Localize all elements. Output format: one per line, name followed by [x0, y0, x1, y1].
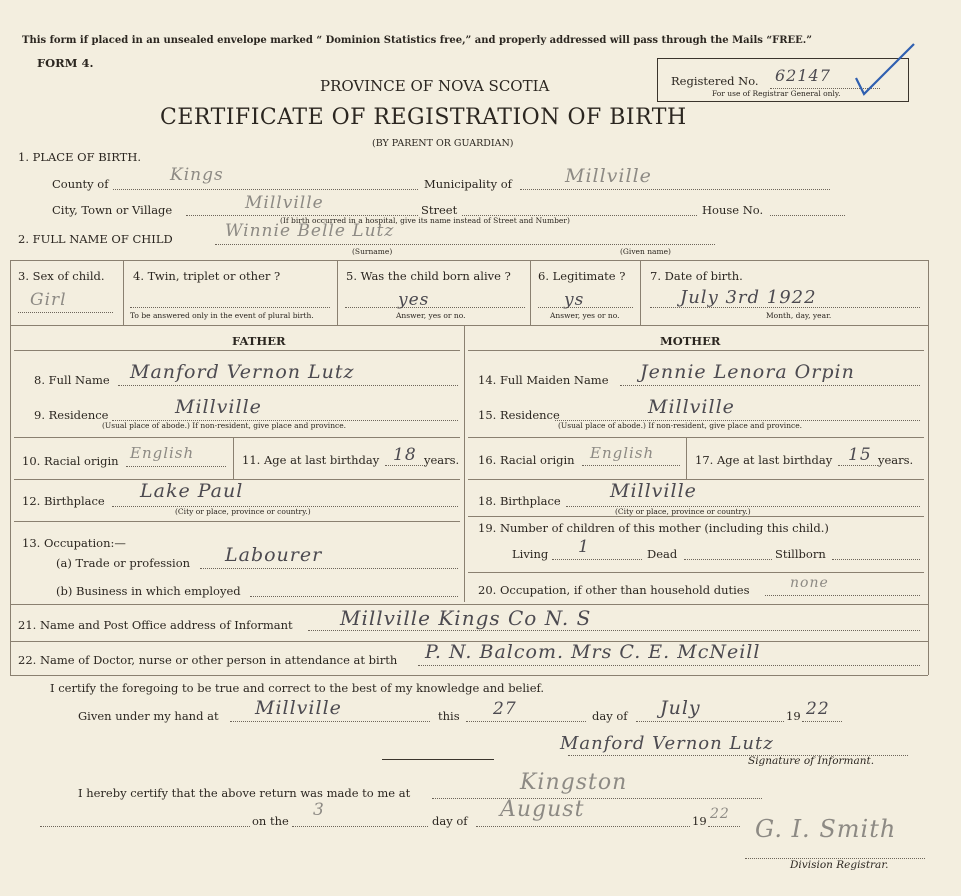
- registered-number: 62147: [775, 66, 831, 85]
- mother-residence-note: (Usual place of abode.) If non-resident, give place and province.: [558, 421, 803, 430]
- check-mark-icon: [850, 40, 920, 100]
- mother-years-label: years.: [878, 453, 914, 467]
- informant-signature-caption: Signature of Informant.: [748, 755, 875, 767]
- county-value: Kings: [170, 165, 224, 185]
- father-years-label: years.: [424, 453, 460, 467]
- father-age-value: 18: [393, 445, 417, 465]
- attendant-label: 22. Name of Doctor, nurse or other person in attendance at birth: [18, 653, 398, 667]
- father-residence-note: (Usual place of abode.) If non-resident, give place and province.: [102, 421, 347, 430]
- twin-label: 4. Twin, triplet or other ?: [133, 269, 281, 283]
- given-place-value: Millville: [255, 697, 342, 719]
- father-residence-label: 9. Residence: [34, 408, 109, 422]
- father-racial-label: 10. Racial origin: [22, 454, 119, 468]
- date-of-birth-label: 7. Date of birth.: [650, 269, 743, 283]
- mother-residence-label: 15. Residence: [478, 408, 560, 422]
- mother-birthplace-label: 18. Birthplace: [478, 494, 561, 508]
- father-name-label: 8. Full Name: [34, 373, 110, 387]
- informant-label: 21. Name and Post Office address of Informant: [18, 618, 293, 632]
- registrar-month-value: August: [500, 797, 585, 822]
- hospital-note: (If birth occurred in a hospital, give its name instead of Street and Number): [280, 216, 570, 225]
- mother-residence-value: Millville: [648, 396, 735, 418]
- mother-racial-value: English: [590, 444, 655, 462]
- father-birthplace-value: Lake Paul: [140, 480, 244, 502]
- mother-heading: MOTHER: [660, 334, 721, 348]
- trade-value: Labourer: [225, 544, 323, 566]
- legitimate-note: Answer, yes or no.: [550, 311, 620, 320]
- place-of-birth-label: 1. PLACE OF BIRTH.: [18, 150, 142, 164]
- this-label: this: [438, 709, 460, 723]
- registrar-year-suffix: 22: [710, 806, 730, 822]
- municipality-label: Municipality of: [424, 177, 512, 191]
- mother-age-value: 15: [848, 445, 872, 465]
- mother-birthplace-value: Millville: [610, 480, 697, 502]
- registrar-place-value: Kingston: [520, 770, 628, 795]
- stillborn-label: Stillborn: [775, 547, 826, 561]
- year-suffix: 22: [806, 699, 830, 719]
- certificate-title: CERTIFICATE OF REGISTRATION OF BIRTH: [160, 105, 687, 130]
- registered-label: Registered No.: [671, 74, 759, 88]
- registrar-caption: Division Registrar.: [790, 859, 889, 871]
- mother-occupation-label: 20. Occupation, if other than household duties: [478, 583, 750, 597]
- children-count-label: 19. Number of children of this mother (including this child.): [478, 521, 829, 535]
- father-birthplace-label: 12. Birthplace: [22, 494, 105, 508]
- month-value: July: [660, 697, 701, 719]
- date-of-birth-note: Month, day, year.: [766, 311, 832, 320]
- registrar-statement: I hereby certify that the above return was made to me at: [78, 786, 411, 800]
- legitimate-value: ys: [564, 290, 585, 310]
- mail-notice: This form if placed in an unsealed envelope marked “ Dominion Statistics free,” and properly addressed will pass through the Mails “FREE.”: [22, 35, 813, 46]
- father-racial-value: English: [130, 444, 195, 462]
- registrar-signature: G. I. Smith: [755, 815, 897, 843]
- father-heading: FATHER: [232, 334, 286, 348]
- province-heading: PROVINCE OF NOVA SCOTIA: [320, 77, 550, 95]
- child-name-label: 2. FULL NAME OF CHILD: [18, 232, 173, 246]
- registrar-day-of-label: day of: [432, 814, 468, 828]
- registrar-year-prefix: 19: [692, 814, 707, 828]
- twin-note: To be answered only in the event of plural birth.: [130, 311, 314, 320]
- father-name-value: Manford Vernon Lutz: [130, 361, 355, 383]
- city-value: Millville: [245, 193, 324, 213]
- father-residence-value: Millville: [175, 396, 262, 418]
- given-under-label: Given under my hand at: [78, 709, 219, 723]
- business-label: (b) Business in which employed: [56, 584, 241, 598]
- legitimate-label: 6. Legitimate ?: [538, 269, 626, 283]
- on-the-label: on the: [252, 814, 289, 828]
- mother-age-label: 17. Age at last birthday: [695, 453, 833, 467]
- registrar-note: For use of Registrar General only.: [712, 89, 841, 98]
- mother-birthplace-note: (City or place, province or country.): [615, 507, 751, 516]
- given-name-note: (Given name): [620, 247, 671, 256]
- county-label: County of: [52, 177, 109, 191]
- attendant-value: P. N. Balcom. Mrs C. E. McNeill: [425, 641, 761, 663]
- alive-note: Answer, yes or no.: [396, 311, 466, 320]
- informant-value: Millville Kings Co N. S: [340, 606, 592, 630]
- father-birthplace-note: (City or place, province or country.): [175, 507, 311, 516]
- day-of-label: day of: [592, 709, 628, 723]
- mother-name-label: 14. Full Maiden Name: [478, 373, 609, 387]
- mother-racial-label: 16. Racial origin: [478, 453, 575, 467]
- form-number: FORM 4.: [37, 56, 94, 70]
- street-label: Street: [421, 203, 458, 217]
- certification-statement: I certify the foregoing to be true and correct to the best of my knowledge and belief.: [50, 681, 545, 695]
- surname-note: (Surname): [352, 247, 393, 256]
- alive-label: 5. Was the child born alive ?: [346, 269, 511, 283]
- day-value: 27: [493, 699, 517, 719]
- sex-label: 3. Sex of child.: [18, 269, 105, 283]
- living-value: 1: [578, 537, 590, 557]
- alive-value: yes: [398, 290, 430, 310]
- city-label: City, Town or Village: [52, 203, 173, 217]
- informant-signature: Manford Vernon Lutz: [560, 733, 774, 754]
- dead-label: Dead: [647, 547, 678, 561]
- mother-occupation-value: none: [790, 575, 829, 591]
- trade-label: (a) Trade or profession: [56, 556, 191, 570]
- sex-value: Girl: [30, 290, 67, 310]
- date-of-birth-value: July 3rd 1922: [680, 287, 817, 308]
- municipality-value: Millville: [565, 165, 652, 187]
- father-age-label: 11. Age at last birthday: [242, 453, 380, 467]
- occupation-label: 13. Occupation:—: [22, 536, 126, 550]
- registrar-day-value: 3: [313, 800, 325, 820]
- year-prefix: 19: [786, 709, 801, 723]
- certificate-subtitle: (BY PARENT OR GUARDIAN): [372, 138, 514, 149]
- child-name-value: Winnie Belle Lutz: [225, 221, 395, 241]
- mother-name-value: Jennie Lenora Orpin: [640, 361, 855, 383]
- living-label: Living: [512, 547, 549, 561]
- house-number-label: House No.: [702, 203, 764, 217]
